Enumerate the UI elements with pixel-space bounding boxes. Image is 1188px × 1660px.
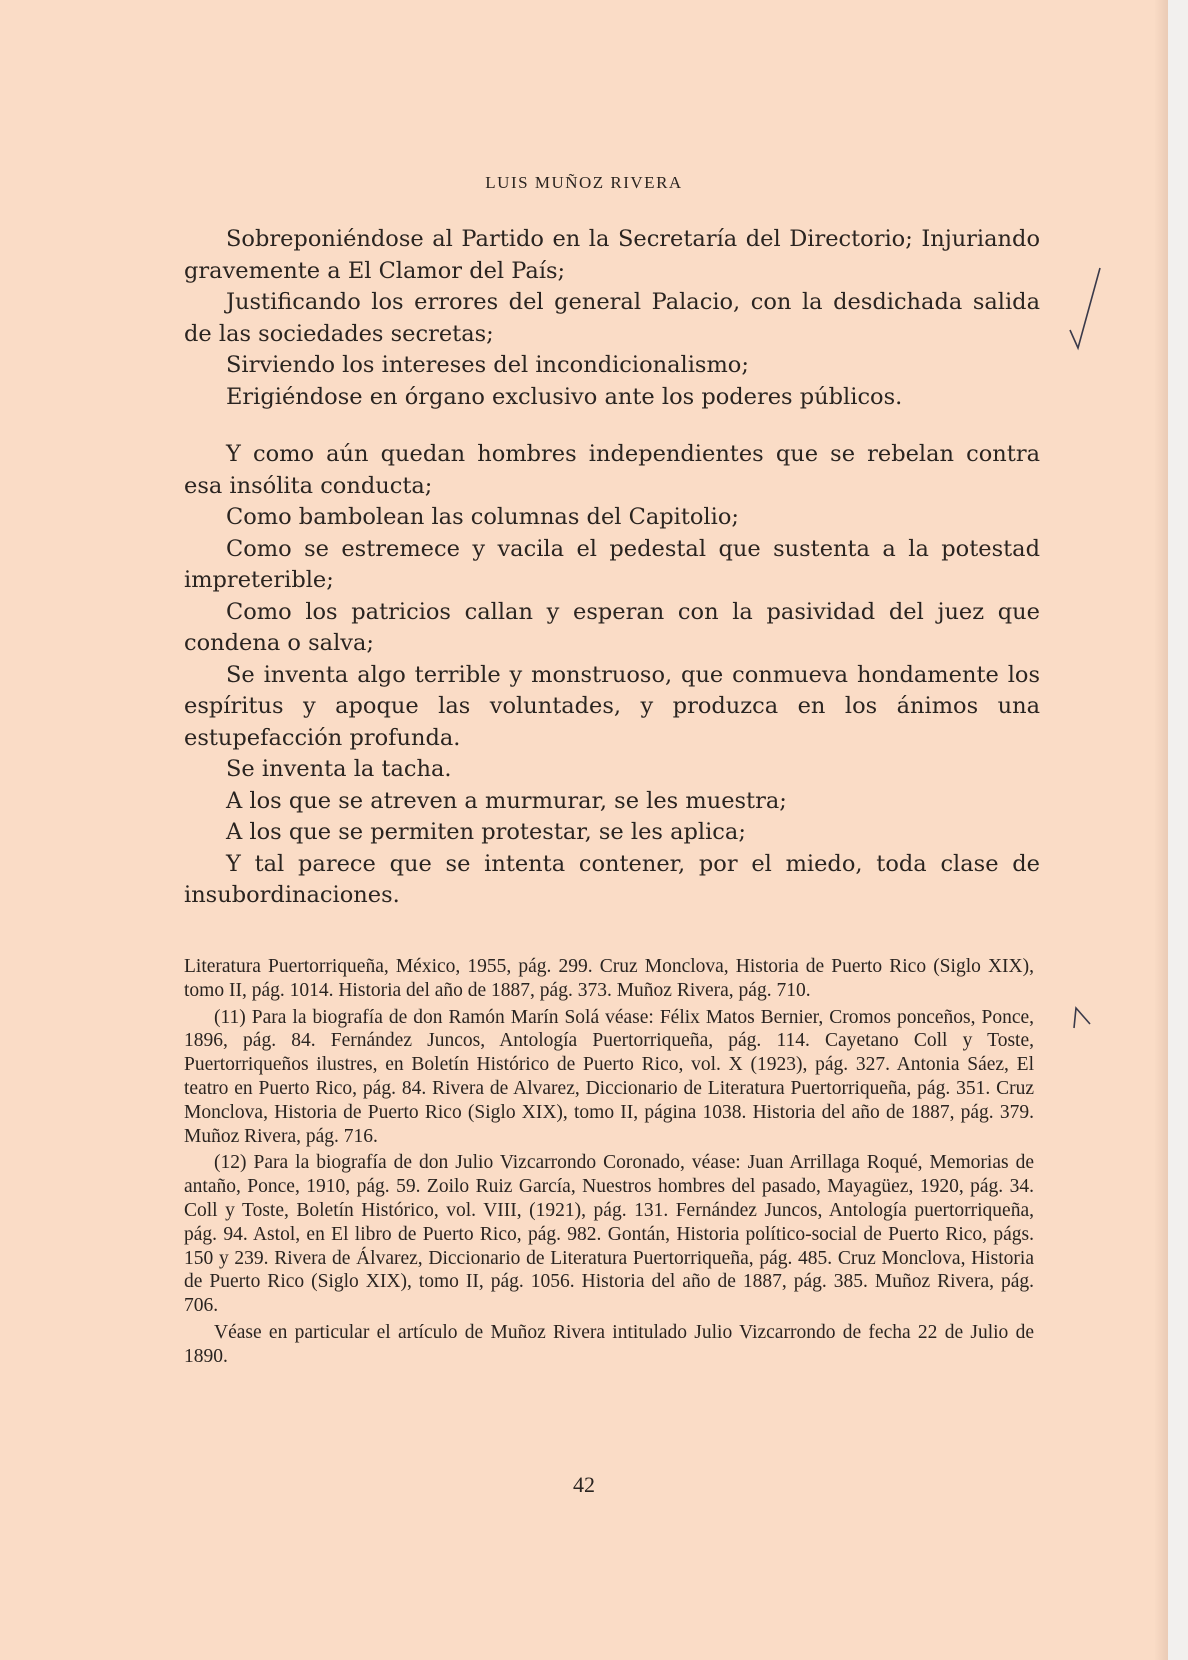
paragraph: Como los patricios callan y esperan con la pasividad del juez que condena o salva; <box>184 598 1040 656</box>
handwritten-check-mark <box>1060 260 1120 360</box>
paragraph: Y como aún quedan hombres independientes que se rebelan contra esa insólita conducta; <box>184 441 1040 499</box>
footnote: Véase en particular el artículo de Muñoz Rivera intitulado Julio Vizcarrondo de fecha 22 de Julio de 1890. <box>184 1321 1034 1367</box>
footnote: (12) Para la biografía de don Julio Vizcarrondo Coronado, véase: Juan Arrillaga Roqué, Memorias de antaño, Ponce, 1910, pág. 59. Zoilo Ruiz García, Nuestros hombres del pasado, Mayagüez, 1920, pág. 34. Coll y Toste, Boletín Histórico, vol. VIII, (1921), pág. 131. Fernández Juncos, Antología puertorriqueña, pág. 94. Astol, en El libro de Puerto Rico, pág. 982. Gontán, Historia político-social de Puerto Rico, págs. 150 y 239. Rivera de Álvarez, Diccionario de Literatura Puertorriqueña, pág. 485. Cruz Monclova, Historia de Puerto Rico (Siglo XIX), tomo II, pág. 1056. Historia del año de 1887, pág. 385. Muñoz Rivera, pág. 706. <box>184 1152 1034 1317</box>
paragraph: Se inventa la tacha. <box>226 756 452 782</box>
paragraph: Y tal parece que se intenta contener, por el miedo, toda clase de insubordinaciones. <box>184 850 1040 908</box>
running-head: LUIS MUÑOZ RIVERA <box>485 173 683 192</box>
handwritten-mark <box>1070 1002 1100 1032</box>
paragraph: A los que se atreven a murmurar, se les muestra; <box>226 787 787 814</box>
page-number: 42 <box>573 1472 595 1497</box>
paragraph: Como se estremece y vacila el pedestal que sustenta a la potestad impreterible; <box>184 535 1040 593</box>
paragraph: Como bambolean las columnas del Capitolio; <box>226 504 739 530</box>
paragraph: A los que se permiten protestar, se les aplica; <box>226 819 746 845</box>
paragraph: Sobreponiéndose al Partido en la Secretaría del Directorio; Injuriando gravemente a El Clamor del País; <box>184 226 1040 284</box>
paragraph: Se inventa algo terrible y monstruoso, que conmueva hondamente los espíritus y apoque las voluntades, y produzca en los ánimos una estupefacción profunda. <box>184 661 1040 751</box>
paragraph: Justificando los errores del general Palacio, con la desdichada salida de las sociedades secretas; <box>184 289 1040 347</box>
paragraph: Erigiéndose en órgano exclusivo ante los poderes públicos. <box>226 383 903 410</box>
paragraph: Sirviendo los intereses del incondicionalismo; <box>226 352 749 378</box>
footnote: Literatura Puertorriqueña, México, 1955, pág. 299. Cruz Monclova, Historia de Puerto Rico (Siglo XIX), tomo II, pág. 1014. Historia del año de 1887, pág. 373. Muñoz Rivera, pág. 710. <box>184 956 1034 1001</box>
paragraph-gap <box>184 413 1040 439</box>
main-text <box>184 224 1040 912</box>
footnotes <box>184 955 1034 1372</box>
footnote: (11) Para la biografía de don Ramón Marín Solá véase: Félix Matos Bernier, Cromos ponceños, Ponce, 1896, pág. 84. Fernández Juncos, Antología Puertorriqueña, pág. 114. Cayetano Coll y Toste, Puertorriqueños ilustres, en Boletín Histórico de Puerto Rico, vol. X (1923), pág. 327. Antonia Sáez, El teatro en Puerto Rico, pág. 84. Rivera de Alvarez, Diccionario de Literatura Puertorriqueña, pág. 351. Cruz Monclova, Historia de Puerto Rico (Siglo XIX), tomo II, página 1038. Historia del año de 1887, pág. 379. Muñoz Rivera, pág. 716. <box>184 1006 1034 1147</box>
